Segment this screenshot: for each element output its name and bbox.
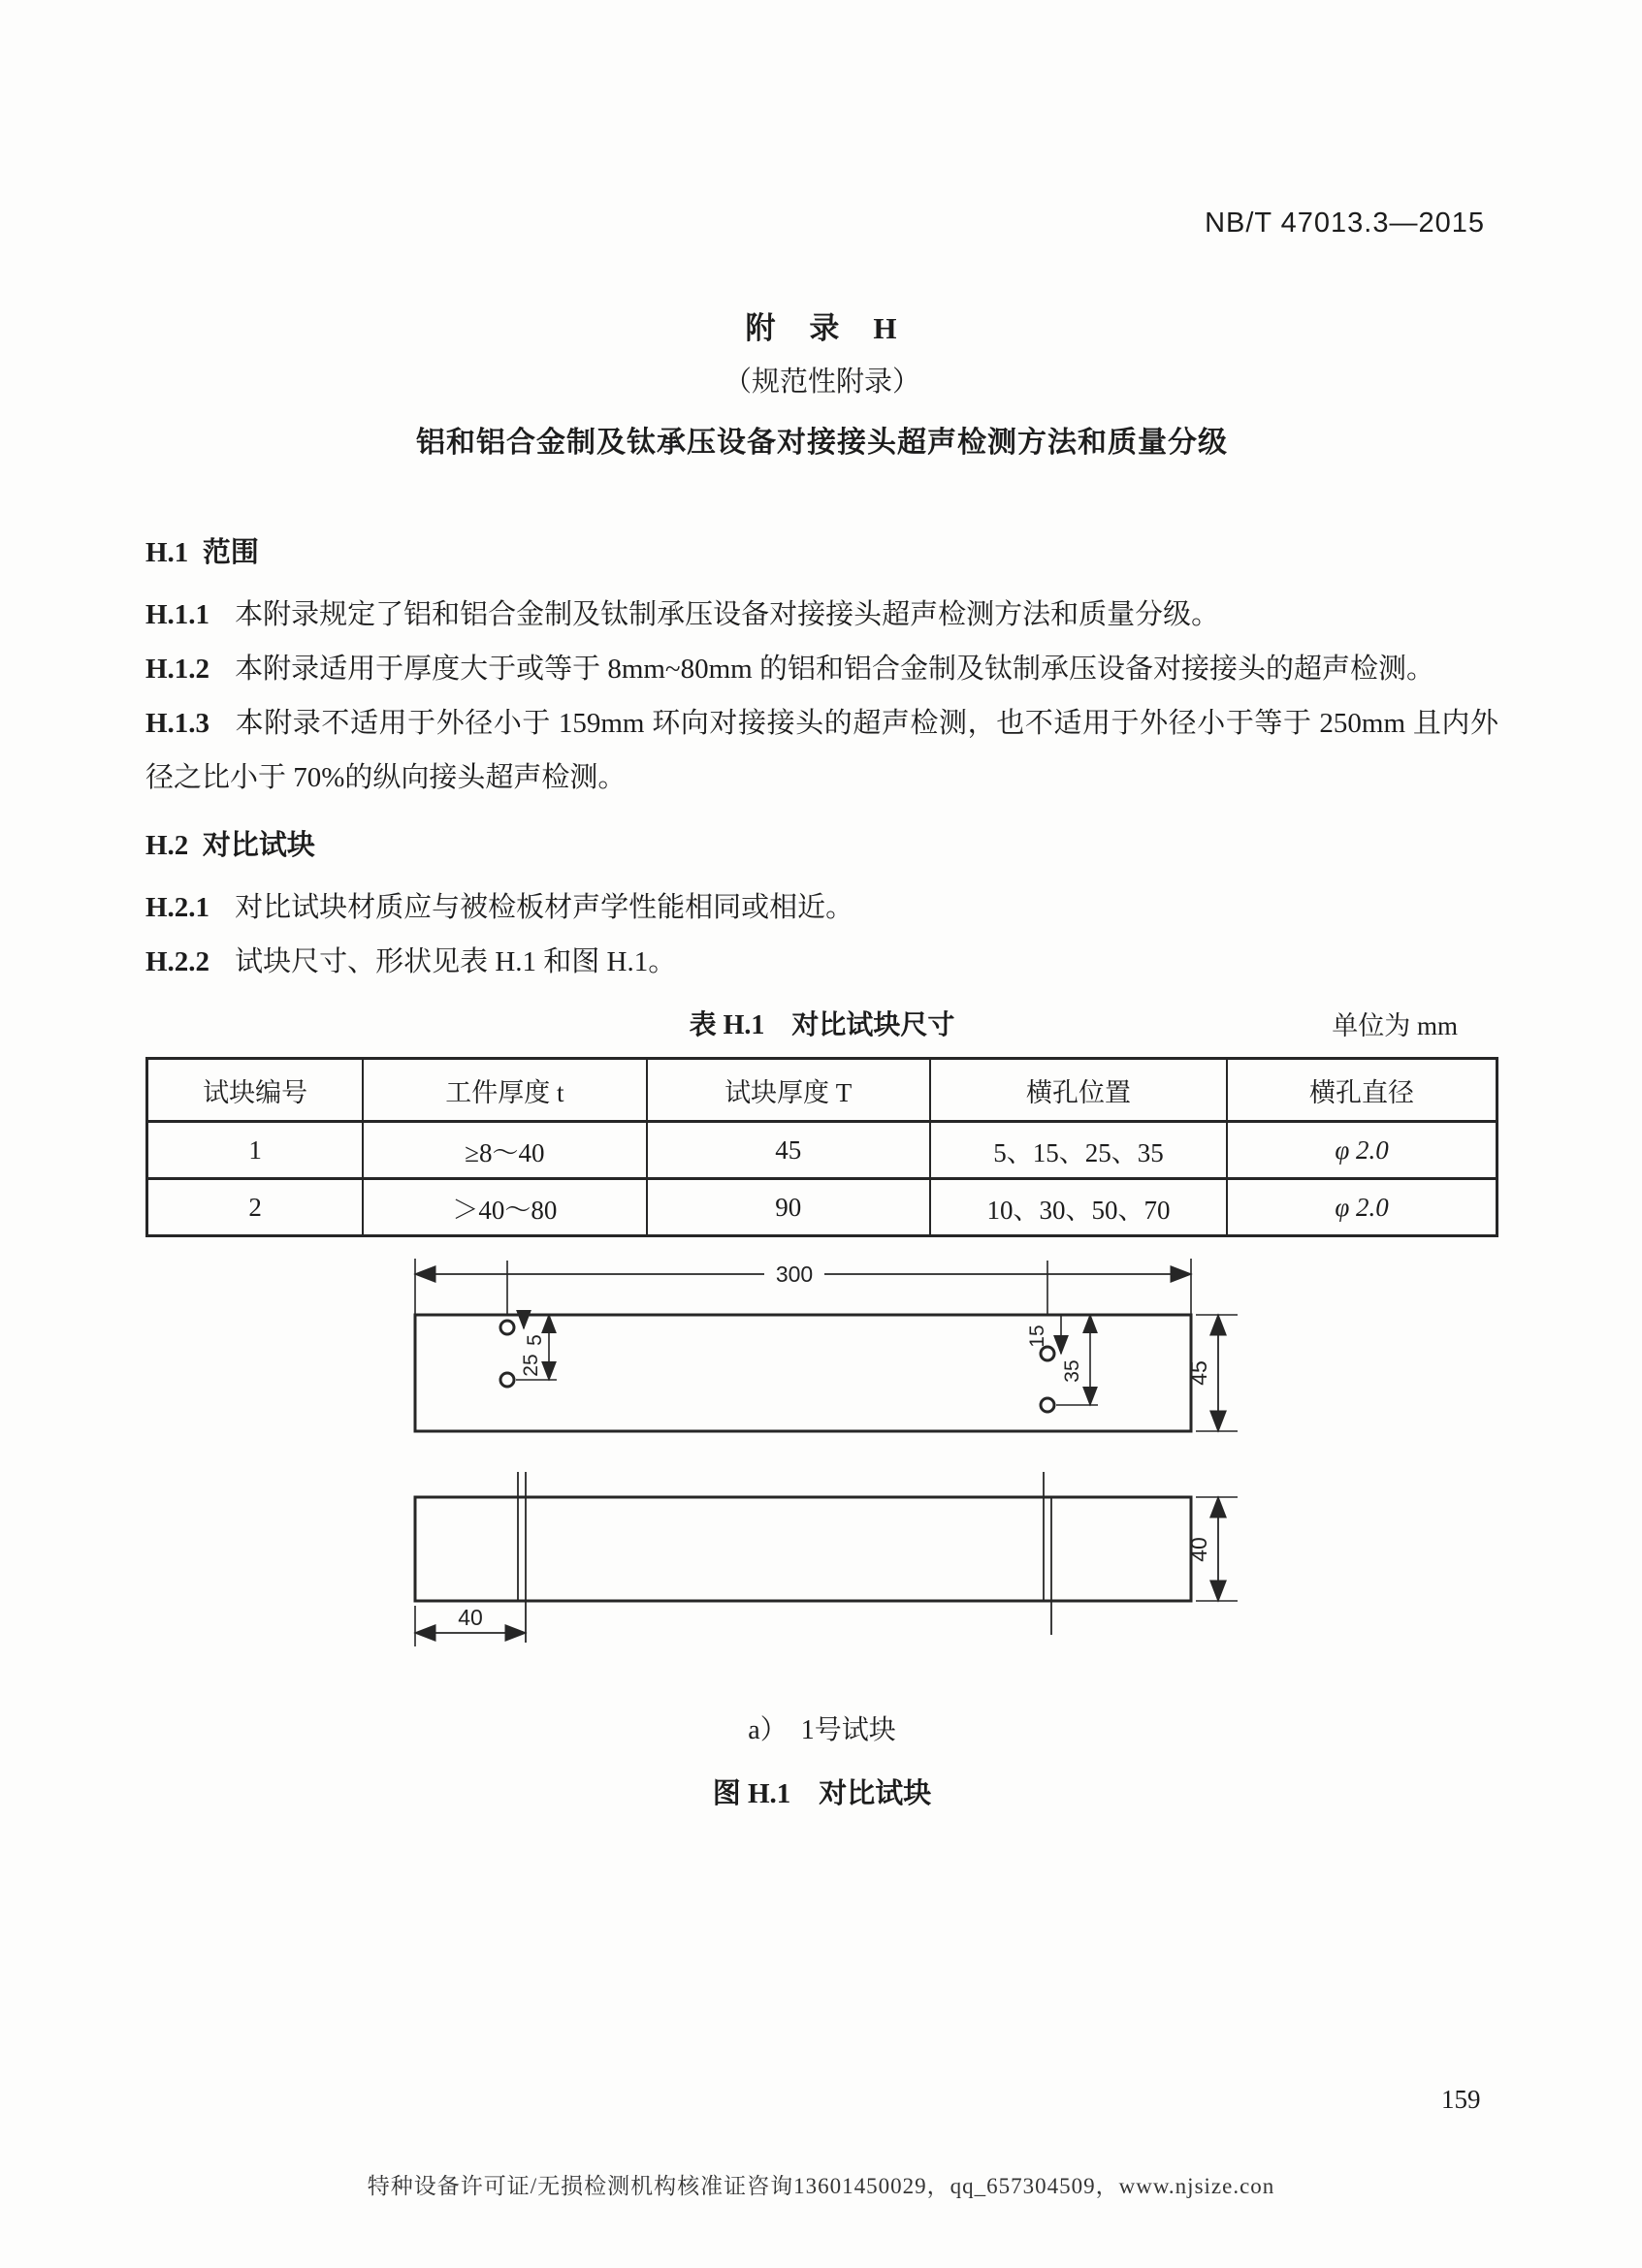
hole-marker [1041, 1347, 1054, 1360]
figure-caption: 图 H.1 对比试块 [712, 1778, 932, 1809]
cell-work-thick: ＞40～80 [363, 1179, 646, 1236]
standard-number: NB/T 47013.3—2015 [1205, 208, 1485, 239]
col-header-block-thick: 试块厚度 T [647, 1059, 930, 1122]
page-number: 159 [1441, 2085, 1481, 2114]
section-title: 范围 [202, 537, 259, 568]
dim-hole-left-top-label: 5 [523, 1334, 546, 1346]
page-content [145, 308, 1498, 1814]
table-unit-label: 单位为 mm [1332, 1011, 1458, 1040]
col-header-block-no: 试块编号 [147, 1059, 364, 1122]
dim-hole-right-top-label: 15 [1025, 1325, 1048, 1348]
table-caption: 表 H.1 对比试块尺寸 [689, 1010, 955, 1040]
dim-hole-left-bottom-label: 25 [519, 1354, 542, 1377]
col-header-hole-pos: 横孔位置 [930, 1059, 1227, 1122]
cell-hole-pos: 10、30、50、70 [930, 1179, 1227, 1236]
section-title: 对比试块 [202, 830, 315, 861]
table-row [147, 1179, 1497, 1236]
cell-block-thick: 90 [647, 1179, 930, 1236]
clause-number: H.2.1 [145, 892, 210, 923]
paragraph-h2-1 [145, 880, 1498, 935]
paragraph-h1-3 [145, 696, 1498, 805]
table-caption-row [145, 1005, 1498, 1047]
figure-item-caption: a） 1号试块 [748, 1715, 896, 1745]
section-number: H.1 [145, 537, 189, 568]
appendix-subtitle: （规范性附录） [723, 367, 920, 398]
dim-length-label: 300 [775, 1262, 813, 1287]
hole-marker [500, 1373, 514, 1387]
col-header-hole-dia: 横孔直径 [1227, 1059, 1497, 1122]
cell-hole-dia: φ 2.0 [1227, 1179, 1497, 1236]
dim-hole-right-bottom-label: 35 [1060, 1359, 1083, 1383]
clause-number: H.1.2 [145, 654, 210, 685]
footer-service-line: 特种设备许可证/无损检测机构核准证咨询13601450029，qq_657304509，www.njsize.con [367, 2174, 1275, 2198]
cell-block-thick: 45 [647, 1122, 930, 1179]
dim-height-side-view-label: 40 [1185, 1537, 1211, 1562]
appendix-heading: 附 录 H [745, 311, 899, 345]
dim-left-offset-label: 40 [457, 1605, 483, 1630]
clause-number: H.2.2 [145, 946, 210, 977]
comparison-block-table [145, 1057, 1498, 1237]
hole-marker [500, 1321, 514, 1334]
table-row [147, 1122, 1497, 1179]
hole-marker [1041, 1398, 1054, 1412]
figure-h1 [145, 1247, 1498, 1814]
appendix-main-title: 铝和铝合金制及钛承压设备对接接头超声检测方法和质量分级 [416, 427, 1228, 459]
section-number: H.2 [145, 830, 189, 861]
clause-text: 对比试块材质应与被检板材声学性能相同或相近。 [235, 892, 854, 923]
clause-text: 本附录适用于厚度大于或等于 8mm~80mm 的铝和铝合金制及钛制承压设备对接接头的超声检测。 [235, 654, 1434, 685]
test-block-drawing [376, 1247, 1269, 1693]
clause-number: H.1.3 [145, 708, 210, 739]
paragraph-h2-2 [145, 935, 1498, 989]
section-h1-heading [145, 526, 1498, 580]
cell-block-no: 1 [147, 1122, 364, 1179]
side-view-outline [415, 1497, 1191, 1601]
table-header-row [147, 1059, 1497, 1122]
cell-block-no: 2 [147, 1179, 364, 1236]
col-header-work-thick: 工件厚度 t [363, 1059, 646, 1122]
dim-height-top-view-label: 45 [1185, 1360, 1211, 1386]
clause-text: 本附录规定了铝和铝合金制及钛制承压设备对接接头超声检测方法和质量分级。 [235, 599, 1220, 630]
cell-work-thick: ≥8～40 [363, 1122, 646, 1179]
paragraph-h1-1 [145, 588, 1498, 642]
section-h2-heading [145, 818, 1498, 873]
clause-text: 本附录不适用于外径小于 159mm 环向对接接头的超声检测，也不适用于外径小于等于 250mm 且内外径之比小于 70%的纵向接头超声检测。 [145, 708, 1498, 793]
cell-hole-dia: φ 2.0 [1227, 1122, 1497, 1179]
clause-number: H.1.1 [145, 599, 210, 630]
cell-hole-pos: 5、15、25、35 [930, 1122, 1227, 1179]
clause-text: 试块尺寸、形状见表 H.1 和图 H.1。 [235, 946, 677, 977]
paragraph-h1-2 [145, 642, 1498, 696]
